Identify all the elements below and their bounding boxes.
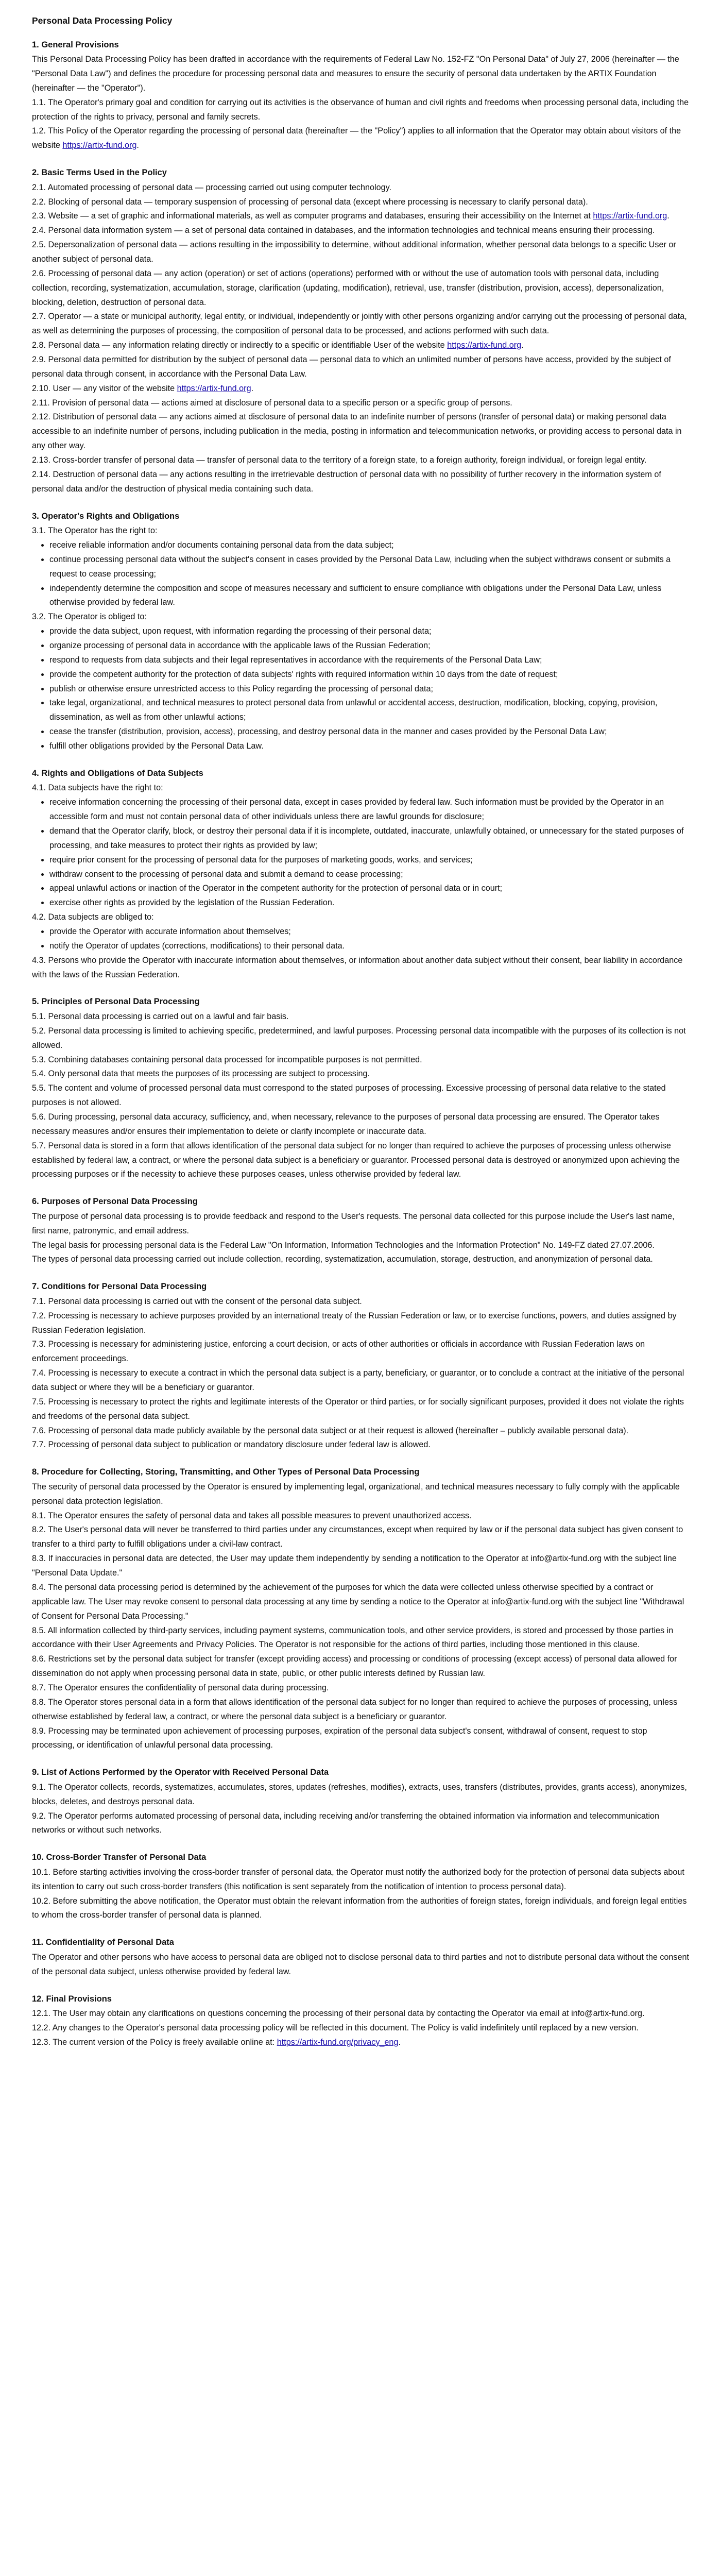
paragraph: 8.9. Processing may be terminated upon achievement of processing purposes, expiration of the personal data subject's consent, withdrawal of consent, request to stop processing, or identification of unlawful personal data processing. [32,1726,647,1750]
policy-section [32,1851,689,1923]
policy-sections [32,39,689,2050]
paragraph: 7.6. Processing of personal data made publicly available by the personal data subject or at their request is allowed (hereinafter – publicly available personal data). [32,1426,629,1435]
paragraph: 2.12. Distribution of personal data — any actions aimed at disclosure of personal data to an indefinite number of persons (transfer of personal data) or making personal data accessible to an indefinite number of persons, including publication in the media, posting in information and telecommunication networks, or providing access to personal data in any other way. [32,412,682,451]
section-heading: 7. Conditions for Personal Data Processing [32,1282,207,1292]
paragraph: The security of personal data processed by the Operator is ensured by implementing legal, organizational, and technical measures necessary to fully comply with the applicable personal data protection legislation. [32,1482,680,1506]
paragraph: 4.1. Data subjects have the right to: [32,783,163,793]
paragraph: 2.5. Depersonalization of personal data — actions resulting in the impossibility to determine, without additional information, whether personal data belongs to a specific User or another subject of personal data. [32,240,676,264]
policy-section [32,1993,689,2050]
paragraph: 12.3. The current version of the Policy is freely available online at: https://artix-fund.org/privacy_eng. [32,2037,401,2047]
policy-section [32,39,689,154]
list-item: • provide the Operator with accurate information about themselves; [49,925,689,939]
website-link[interactable]: https://artix-fund.org [447,341,522,350]
paragraph: 8.2. The User's personal data will never be transferred to third parties under any circumstances, except when required by law or if the personal data subject has given consent to transfer to a third party to fulfill obligations under a civil-law contract. [32,1525,683,1549]
policy-section [32,166,689,496]
paragraph: 12.1. The User may obtain any clarifications on questions concerning the processing of their personal data by contacting the Operator via email at info@artix-fund.org. [32,2009,645,2019]
paragraph: 2.11. Provision of personal data — actions aimed at disclosure of personal data to a specific person or a specific group of persons. [32,398,512,408]
paragraph: 8.8. The Operator stores personal data in a form that allows identification of the personal data subject for no longer than required to achieve the purposes of processing, unless otherwise established by federal law, a contract, or where the personal data subject is a beneficiary or guarantor. [32,1697,678,1721]
website-link[interactable]: https://artix-fund.org [593,211,667,221]
paragraph: 5.1. Personal data processing is carried out on a lawful and fair basis. [32,1012,289,1022]
list-item: • continue processing personal data without the subject's consent in cases provided by the Personal Data Law, including when the subject withdraws consent or submits a request to cease processing; [49,553,689,582]
page-title: Personal Data Processing Policy [32,15,173,26]
paragraph: 4.2. Data subjects are obliged to: [32,912,154,922]
paragraph: 3.1. The Operator has the right to: [32,526,158,536]
policy-section [32,1936,689,1979]
section-heading: 8. Procedure for Collecting, Storing, Transmitting, and Other Types of Personal Data Processing [32,1467,420,1477]
section-heading: 2. Basic Terms Used in the Policy [32,168,167,178]
paragraph: 5.3. Combining databases containing personal data processed for incompatible purposes is not permitted. [32,1055,422,1064]
website-link[interactable]: https://artix-fund.org [177,383,251,393]
paragraph: 2.9. Personal data permitted for distribution by the subject of personal data — personal data to which an unlimited number of persons have access, provided by the subject of personal data through consent, in accordance with the Personal Data Law. [32,354,671,379]
paragraph: 1.2. This Policy of the Operator regarding the processing of personal data (hereinafter — the "Policy") applies to all information that the Operator may obtain about visitors of the website https://artix-fund.org. [32,126,681,150]
paragraph: 8.4. The personal data processing period is determined by the achievement of the purposes for which the data were collected unless otherwise specified by a contract or applicable law. The User may revoke consent to personal data processing at any time by sending a notice to the Operator at info@artix-fund.org with the subject line "Withdrawal of Consent for Personal Data Processing." [32,1582,684,1621]
paragraph: 2.13. Cross-border transfer of personal data — transfer of personal data to the territory of a foreign state, to a foreign authority, foreign individual, or foreign legal entity. [32,455,647,465]
paragraph: 10.1. Before starting activities involving the cross-border transfer of personal data, the Operator must notify the authorized body for the protection of personal data subjects about its intention to carry out such cross-border transfers (this notification is sent separately from the notification of intention to process personal data). [32,1867,684,1891]
list-item: • take legal, organizational, and technical measures to protect personal data from unlawful or accidental access, destruction, modification, blocking, copying, provision, dissemination, as well as from other unlawful actions; [49,696,689,725]
section-heading: 10. Cross-Border Transfer of Personal Data [32,1853,207,1862]
list-item: • require prior consent for the processing of personal data for the purposes of marketing goods, works, and services; [49,853,689,868]
paragraph: 4.3. Persons who provide the Operator with inaccurate information about themselves, or information about another data subject without their consent, bear liability in accordance with the laws of the Russian Federation. [32,955,683,979]
section-heading: 5. Principles of Personal Data Processing [32,997,200,1007]
paragraph: 5.5. The content and volume of processed personal data must correspond to the stated purposes of processing. Excessive processing of personal data relative to the stated purposes is not allowed. [32,1083,666,1108]
paragraph: The types of personal data processing carried out include collection, recording, systematization, accumulation, storage, destruction, and anonymization of personal data. [32,1255,653,1264]
bullet-list [32,624,689,754]
paragraph: 2.2. Blocking of personal data — temporary suspension of processing of personal data (except where processing is necessary to clarify personal data). [32,197,588,207]
list-item: • independently determine the composition and scope of measures necessary and sufficient to ensure compliance with obligations under the Personal Data Law, unless otherwise provided by federal law. [49,582,689,611]
paragraph: 8.5. All information collected by third-party services, including payment systems, communication tools, and other service providers, is stored and processed by those parties in accordance with their User Agreements and Privacy Policies. The Operator is not responsible for the actions of third parties, including those mentioned in this clause. [32,1625,674,1650]
paragraph: 2.14. Destruction of personal data — any actions resulting in the irretrievable destruction of personal data with no possibility of further recovery in the information system of personal data and/or the destruction of physical media containing such data. [32,469,661,494]
paragraph: 7.1. Personal data processing is carried out with the consent of the personal data subject. [32,1296,362,1306]
paragraph: 2.4. Personal data information system — a set of personal data contained in databases, and the information technologies and technical means ensuring their processing. [32,226,655,235]
website-link[interactable]: https://artix-fund.org/privacy_eng [277,2037,399,2047]
paragraph: 2.1. Automated processing of personal data — processing carried out using computer technology. [32,182,391,192]
paragraph: 9.1. The Operator collects, records, systematizes, accumulates, stores, updates (refreshes, modifies), extracts, uses, transfers (distributes, provides, grants access), anonymizes, blocks, deletes, and destroys personal data. [32,1782,687,1806]
paragraph: 3.2. The Operator is obliged to: [32,612,147,622]
paragraph: 12.2. Any changes to the Operator's personal data processing policy will be reflected in this document. The Policy is valid indefinitely until replaced by a new version. [32,2023,639,2032]
paragraph: The legal basis for processing personal data is the Federal Law "On Information, Information Technologies and the Information Protection" No. 149-FZ dated 27.07.2006. [32,1240,655,1250]
section-heading: 6. Purposes of Personal Data Processing [32,1197,198,1207]
list-item: • receive reliable information and/or documents containing personal data from the data subject; [49,538,689,553]
section-heading: 11. Confidentiality of Personal Data [32,1938,174,1947]
paragraph: 2.7. Operator — a state or municipal authority, legal entity, or individual, independently or jointly with other persons organizing and/or carrying out the processing of personal data, as well as determining the purposes of processing, the composition of personal data to be processed, and actions performed with such data. [32,312,687,336]
list-item: • provide the competent authority for the protection of data subjects' rights with required information within 10 days from the date of request; [49,668,689,682]
list-item: • receive information concerning the processing of their personal data, except in cases provided by federal law. Such information must be provided by the Operator in an accessible form and must not contain personal data of other individuals unless there are lawful grounds for disclosure; [49,795,689,824]
policy-section [32,995,689,1182]
paragraph: 7.2. Processing is necessary to achieve purposes provided by an international treaty of the Russian Federation or law, or to exercise functions, powers, and duties assigned by Russian Federation legislation. [32,1311,677,1335]
list-item: • notify the Operator of updates (corrections, modifications) to their personal data. [49,939,689,954]
section-heading: 3. Operator's Rights and Obligations [32,511,180,521]
paragraph: 5.4. Only personal data that meets the purposes of its processing are subject to processing. [32,1069,370,1079]
section-heading: 4. Rights and Obligations of Data Subjects [32,768,203,778]
paragraph: This Personal Data Processing Policy has been drafted in accordance with the requirements of Federal Law No. 152-FZ "On Personal Data" of July 27, 2006 (hereinafter — the "Personal Data Law") and defines the procedure for processing personal data and measures to ensure the security of personal data undertaken by the ARTIX Foundation (hereinafter — the "Operator"). [32,55,679,93]
paragraph: 10.2. Before submitting the above notification, the Operator must obtain the relevant information from the authorities of foreign states, foreign individuals, and foreign legal entities to whom the cross-border transfer of personal data is planned. [32,1896,687,1920]
paragraph: The purpose of personal data processing is to provide feedback and respond to the User's requests. The personal data collected for this purpose include the User's last name, first name, patronymic, and email address. [32,1211,675,1235]
paragraph: 8.1. The Operator ensures the safety of personal data and takes all possible measures to prevent unauthorized access. [32,1511,472,1520]
list-item: • publish or otherwise ensure unrestricted access to this Policy regarding the processing of personal data; [49,682,689,697]
paragraph: 7.4. Processing is necessary to execute a contract in which the personal data subject is a party, beneficiary, or guarantor, or to conclude a contract at the initiative of the personal data subject or where they will be a beneficiary or guarantor. [32,1368,684,1393]
paragraph: 2.6. Processing of personal data — any action (operation) or set of actions (operations) performed with or without the use of automation tools with personal data, including collection, recording, systematization, accumulation, storage, clarification (updating, modification), retrieval, use, transfer (distribution, provision, access), depersonalization, blocking, deletion, destruction of personal data. [32,268,664,307]
paragraph: 2.10. User — any visitor of the website https://artix-fund.org. [32,383,254,393]
list-item: • fulfill other obligations provided by the Personal Data Law. [49,739,689,754]
policy-section [32,1195,689,1267]
paragraph: 7.3. Processing is necessary for administering justice, enforcing a court decision, or acts of other authorities or officials in accordance with Russian Federation laws on enforcement proceedings. [32,1340,645,1364]
paragraph: 7.7. Processing of personal data subject to publication or mandatory disclosure under federal law is allowed. [32,1440,431,1450]
section-heading: 1. General Provisions [32,40,119,49]
bullet-list [32,925,689,954]
paragraph: The Operator and other persons who have access to personal data are obliged not to disclose personal data to third parties and not to distribute personal data without the consent of the personal data subject, unless otherwise provided by federal law. [32,1952,690,1976]
paragraph: 9.2. The Operator performs automated processing of personal data, including receiving and/or transferring the obtained information via information and telecommunication networks or without such networks. [32,1811,660,1835]
policy-section [32,767,689,982]
website-link[interactable]: https://artix-fund.org [62,141,137,150]
policy-section [32,1766,689,1838]
paragraph: 8.3. If inaccuracies in personal data are detected, the User may update them independently by sending a notification to the Operator at info@artix-fund.org with the subject line "Personal Data Update." [32,1554,677,1578]
list-item: • appeal unlawful actions or inaction of the Operator in the competent authority for the protection of personal data or in court; [49,882,689,896]
list-item: • respond to requests from data subjects and their legal representatives in accordance with the requirements of the Personal Data Law; [49,653,689,668]
list-item: • provide the data subject, upon request, with information regarding the processing of their personal data; [49,624,689,639]
policy-section [32,510,689,754]
paragraph: 8.7. The Operator ensures the confidentiality of personal data during processing. [32,1683,329,1692]
paragraph: 5.7. Personal data is stored in a form that allows identification of the personal data subject for no longer than required to achieve the purposes of processing unless otherwise established by federal law, a contract, or where the personal data subject is a beneficiary or guarantor. Processed personal data is destroyed or anonymized upon achieving the processing purposes or if the necessity to achieve these purposes ceases, unless otherwise provided by federal law. [32,1141,680,1179]
list-item: • demand that the Operator clarify, block, or destroy their personal data if it is incomplete, outdated, inaccurate, unlawfully obtained, or unnecessary for the stated purposes of processing, and take measures to protect their rights as provided by law; [49,824,689,853]
paragraph: 2.3. Website — a set of graphic and informational materials, as well as computer programs and databases, ensuring their accessibility on the Internet at https://artix-fund.org. [32,211,670,221]
paragraph: 7.5. Processing is necessary to protect the rights and legitimate interests of the Operator or third parties, or for socially significant purposes, provided it does not violate the rights and freedoms of the personal data subject. [32,1397,684,1421]
list-item: • cease the transfer (distribution, provision, access), processing, and destroy personal data in the manner and cases provided by the Personal Data Law; [49,725,689,739]
policy-section [32,1466,689,1753]
paragraph: 2.8. Personal data — any information relating directly or indirectly to a specific or identifiable User of the website https://artix-fund.org. [32,341,524,350]
section-heading: 12. Final Provisions [32,1994,112,2004]
list-item: • withdraw consent to the processing of personal data and submit a demand to cease processing; [49,868,689,882]
section-heading: 9. List of Actions Performed by the Operator with Received Personal Data [32,1768,329,1777]
paragraph: 5.6. During processing, personal data accuracy, sufficiency, and, when necessary, relevance to the purposes of personal data processing are ensured. The Operator takes necessary measures and/or ensures their implementation to delete or clarify incomplete or inaccurate data. [32,1112,660,1136]
policy-section [32,1280,689,1452]
bullet-list [32,538,689,610]
paragraph: 5.2. Personal data processing is limited to achieving specific, predetermined, and lawful purposes. Processing personal data incompatible with the purposes of its collection is not allowed. [32,1026,686,1050]
list-item: • organize processing of personal data in accordance with the applicable laws of the Russian Federation; [49,639,689,653]
bullet-list [32,795,689,910]
paragraph: 1.1. The Operator's primary goal and condition for carrying out its activities is the observance of human and civil rights and freedoms when processing personal data, including the protection of the rights to privacy, personal and family secrets. [32,97,689,122]
list-item: • exercise other rights as provided by the legislation of the Russian Federation. [49,896,689,910]
paragraph: 8.6. Restrictions set by the personal data subject for transfer (except providing access) and processing or conditions of processing (except access) of personal data allowed for dissemination do not apply when processing personal data in state, public, or other public interests defined by Russian law. [32,1654,677,1679]
